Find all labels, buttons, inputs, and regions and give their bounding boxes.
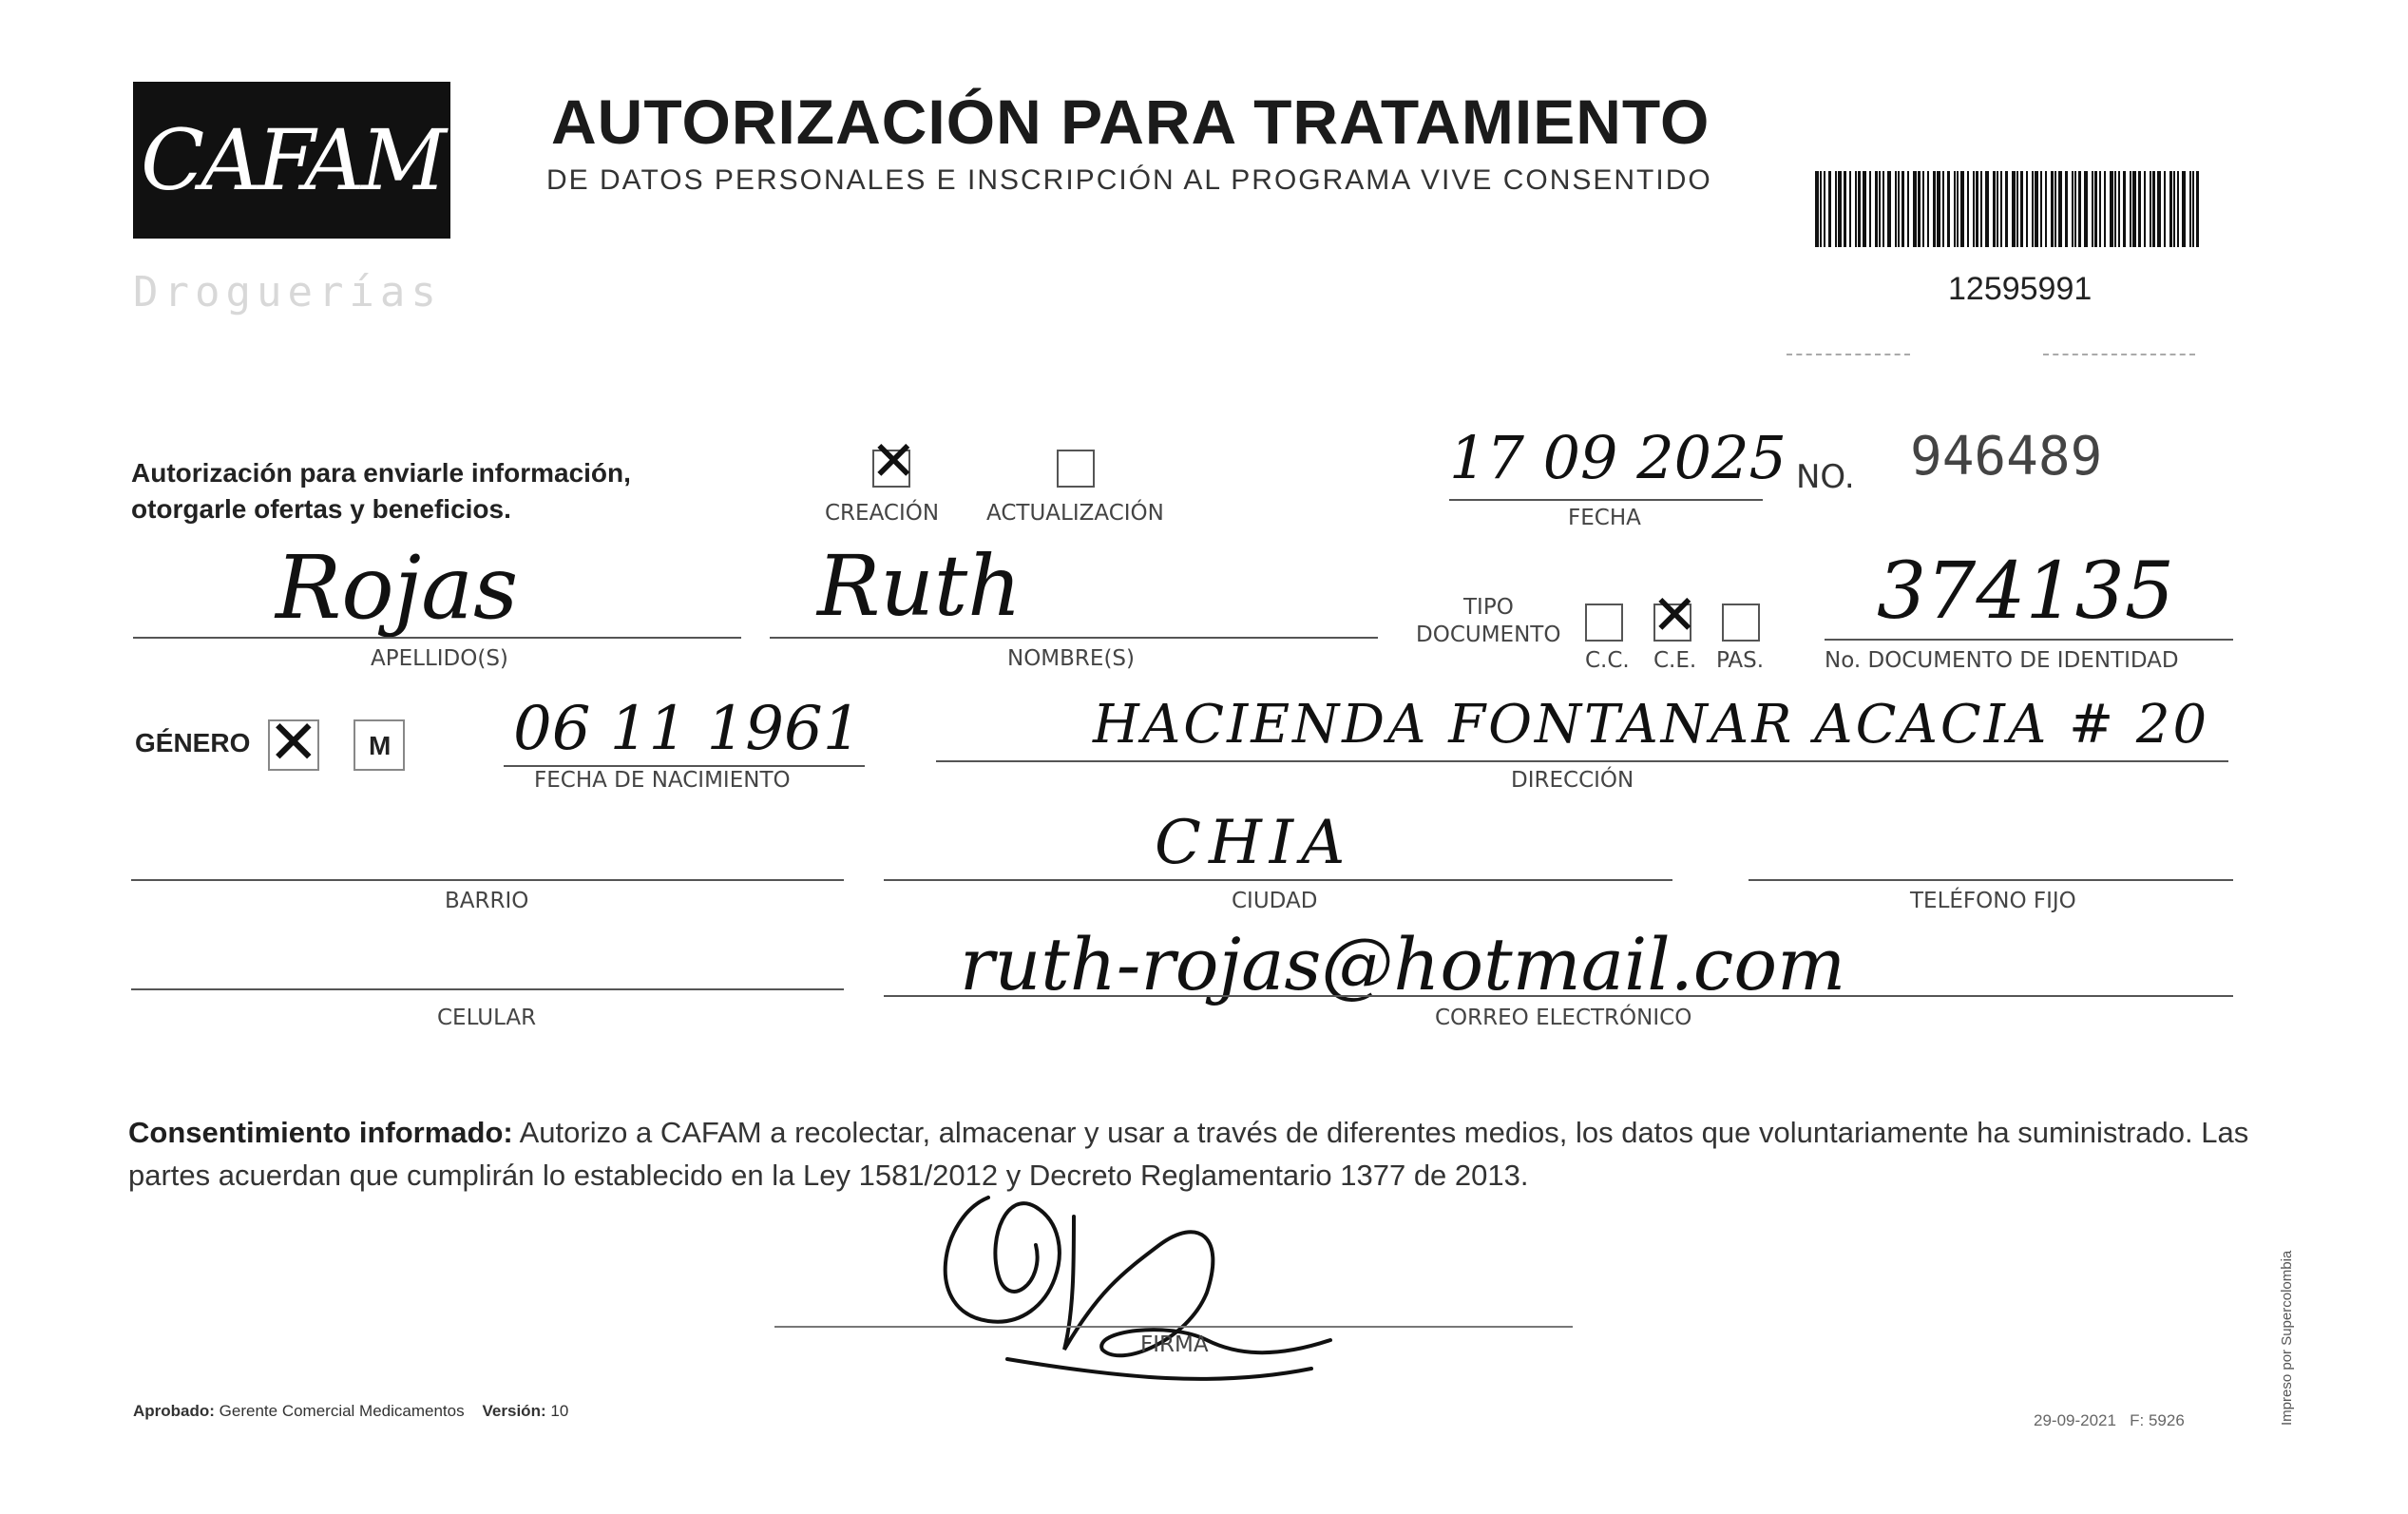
barcode-bar xyxy=(2078,171,2081,247)
barcode-bar xyxy=(1907,171,1909,247)
barcode-bar xyxy=(1927,171,1929,247)
ce-checkbox[interactable] xyxy=(1653,604,1691,642)
barcode-bar xyxy=(1844,171,1846,247)
barcode-bar xyxy=(1954,171,1956,247)
barcode-bar xyxy=(1933,171,1936,247)
barcode-bar xyxy=(2020,171,2023,247)
barrio-line[interactable] xyxy=(131,879,844,881)
barcode-bar xyxy=(2164,171,2166,247)
creacion-checkbox[interactable] xyxy=(872,450,910,488)
barcode-bar xyxy=(2032,171,2034,247)
no-label: NO. xyxy=(1796,458,1855,496)
barcode-bar xyxy=(1993,171,1996,247)
barcode-bar xyxy=(2045,171,2047,247)
genero-f-checkbox[interactable] xyxy=(268,708,319,778)
correo-line[interactable] xyxy=(884,995,2233,997)
cc-label: C.C. xyxy=(1585,648,1630,673)
barcode-bar xyxy=(2104,171,2106,247)
barcode-bar xyxy=(1815,171,1819,247)
barcode-bar xyxy=(1855,171,1857,247)
barcode-bar xyxy=(1973,171,1975,247)
barcode-bar xyxy=(2094,171,2097,247)
fecha-label: FECHA xyxy=(1568,506,1641,530)
barcode-bar xyxy=(1879,171,1881,247)
barcode-bar xyxy=(2110,171,2113,247)
pas-checkbox[interactable] xyxy=(1722,604,1760,642)
divider xyxy=(2043,354,2195,355)
consent-heading: Consentimiento informado: xyxy=(128,1116,513,1149)
barcode-bar xyxy=(2182,171,2186,247)
check-mark-icon: ✕ xyxy=(268,708,319,778)
barcode-bar xyxy=(1960,171,1964,247)
barcode-bar xyxy=(1918,171,1921,247)
consent-text: Autorizo a CAFAM a recolectar, almacenar y usar a través de diferentes medios, los datos que voluntariamente ha suministrado. Las partes acuerdan que cumplirán lo establecido en la Ley 1581/2012 y Decreto Reglamentario 1377 de 2013. xyxy=(128,1116,2249,1192)
barcode-bar xyxy=(1976,171,1978,247)
barcode-bar xyxy=(2092,171,2093,247)
tipo-doc-label-2: DOCUMENTO xyxy=(1416,623,1561,647)
barcode-bar xyxy=(1895,171,1897,247)
creacion-label: CREACIÓN xyxy=(825,501,940,526)
barcode-bar xyxy=(2026,171,2028,247)
barcode-bar xyxy=(2051,171,2054,247)
barcode-bar xyxy=(1985,171,1989,247)
telefono-line[interactable] xyxy=(1749,879,2233,881)
nombre-label: NOMBRE(S) xyxy=(1007,646,1135,671)
logo-text: CAFAM xyxy=(141,111,443,209)
firma-line[interactable] xyxy=(774,1326,1573,1328)
barcode-bar xyxy=(1898,171,1900,247)
firma-label: FIRMA xyxy=(1140,1332,1209,1357)
sublogo-text: Droguerías xyxy=(133,268,442,316)
no-value: 946489 xyxy=(1910,426,2103,488)
direccion-line[interactable] xyxy=(936,760,2228,762)
nombre-line[interactable] xyxy=(770,637,1378,639)
barcode-bar xyxy=(1887,171,1891,247)
barcode-bar xyxy=(2016,171,2018,247)
fecha-line xyxy=(1449,499,1763,501)
handwritten-signature xyxy=(931,1179,1463,1397)
barcode-bar xyxy=(2196,171,2199,247)
barcode-bar xyxy=(2114,171,2116,247)
barcode-bar xyxy=(1858,171,1861,247)
barcode-bar xyxy=(2152,171,2155,247)
celular-line[interactable] xyxy=(131,988,844,990)
cafam-logo xyxy=(133,82,450,239)
barcode-bar xyxy=(2189,171,2191,247)
apellido-line[interactable] xyxy=(133,637,741,639)
code-right: F: 5926 xyxy=(2130,1411,2185,1429)
barcode-bar xyxy=(2118,171,2120,247)
barcode-bar xyxy=(2132,171,2136,247)
divider xyxy=(1787,354,1910,355)
tipo-doc-label-1: TIPO xyxy=(1463,595,1514,620)
barcode-bar xyxy=(2054,171,2056,247)
barcode-bar xyxy=(2012,171,2016,247)
nombre-value: Ruth xyxy=(817,537,1022,635)
barcode-bar xyxy=(1922,171,1924,247)
barcode-bar xyxy=(1957,171,1959,247)
doc-number-line[interactable] xyxy=(1825,639,2233,641)
direccion-label: DIRECCIÓN xyxy=(1511,768,1634,793)
barcode-bar xyxy=(1824,171,1825,247)
barcode-bar xyxy=(2130,171,2131,247)
barcode-bar xyxy=(2144,171,2146,247)
barcode-bar xyxy=(1947,171,1950,247)
nacimiento-line[interactable] xyxy=(504,765,865,767)
vertical-print-text: Impreso por Supercolombia xyxy=(2279,1250,2295,1426)
footer-codes xyxy=(2034,1411,2185,1430)
barrio-label: BARRIO xyxy=(445,889,529,913)
barcode-bar xyxy=(2074,171,2076,247)
barcode-bar xyxy=(2177,171,2179,247)
barcode-bar xyxy=(1835,171,1837,247)
barcode-bar xyxy=(1997,171,1998,247)
barcode-bar xyxy=(1863,171,1866,247)
pas-label: PAS. xyxy=(1716,648,1765,673)
barcode-bar xyxy=(2169,171,2172,247)
ciudad-value: CHIA xyxy=(1155,808,1353,878)
barcode-bar xyxy=(2099,171,2101,247)
apellido-label: APELLIDO(S) xyxy=(371,646,508,671)
barcode-bar xyxy=(1820,171,1822,247)
barcode-bar xyxy=(2173,171,2175,247)
ce-label: C.E. xyxy=(1653,648,1697,673)
cc-checkbox[interactable] xyxy=(1585,604,1623,642)
barcode-bar xyxy=(2192,171,2194,247)
barcode-bar xyxy=(1849,171,1851,247)
barcode-bar xyxy=(1882,171,1884,247)
intro-line-2: otorgarle ofertas y beneficios. xyxy=(131,494,511,524)
nacimiento-value: 06 11 1961 xyxy=(513,694,862,764)
barcode-bar xyxy=(2065,171,2068,247)
barcode-bar xyxy=(1902,171,1904,247)
barcode-bar xyxy=(1838,171,1842,247)
barcode-bar xyxy=(1828,171,1831,247)
doc-number-label: No. DOCUMENTO DE IDENTIDAD xyxy=(1825,648,2179,673)
intro-line-1: Autorización para enviarle información, xyxy=(131,458,631,488)
barcode-bar xyxy=(2150,171,2151,247)
barcode-bar xyxy=(1942,171,1944,247)
barcode-bar xyxy=(2138,171,2141,247)
barcode-bar xyxy=(2035,171,2038,247)
barcode-bar xyxy=(1875,171,1878,247)
fecha-value: 17 09 2025 xyxy=(1449,423,1787,492)
barcode-bar xyxy=(2040,171,2042,247)
aprobado-value: Gerente Comercial Medicamentos xyxy=(219,1402,465,1420)
barcode-bar xyxy=(2072,171,2074,247)
genero-m-checkbox[interactable] xyxy=(354,719,405,771)
doc-number-value: 374135 xyxy=(1877,546,2175,637)
direccion-value: HACIENDA FONTANAR ACACIA # 20 xyxy=(1093,694,2210,756)
correo-value: ruth-rojas@hotmail.com xyxy=(960,922,1846,1006)
footer-aprobado xyxy=(133,1402,568,1421)
barcode-bar xyxy=(1913,171,1917,247)
nacimiento-label: FECHA DE NACIMIENTO xyxy=(534,768,791,793)
barcode-bar xyxy=(2058,171,2062,247)
version-label: Versión: xyxy=(482,1402,546,1420)
document-subtitle: DE DATOS PERSONALES E INSCRIPCIÓN AL PROGRAMA VIVE CONSENTIDO xyxy=(546,164,1712,196)
correo-label: CORREO ELECTRÓNICO xyxy=(1435,1006,1692,1030)
code-left: 29-09-2021 xyxy=(2034,1411,2116,1429)
apellido-value: Rojas xyxy=(276,537,519,639)
ciudad-label: CIUDAD xyxy=(1232,889,1318,913)
version-value: 10 xyxy=(550,1402,569,1420)
aprobado-label: Aprobado: xyxy=(133,1402,215,1420)
barcode-bar xyxy=(2005,171,2008,247)
barcode-bar xyxy=(2000,171,2002,247)
barcode-number: 12595991 xyxy=(1948,271,2093,307)
genero-m-label: M xyxy=(369,731,392,760)
genero-label: GÉNERO xyxy=(135,728,251,757)
actualizacion-label: ACTUALIZACIÓN xyxy=(986,501,1164,526)
telefono-label: TELÉFONO FIJO xyxy=(1910,889,2076,913)
document-title: AUTORIZACIÓN PARA TRATAMIENTO xyxy=(551,86,1710,157)
barcode-bar xyxy=(1869,171,1871,247)
barcode-bar xyxy=(1937,171,1940,247)
barcode-bar xyxy=(1967,171,1969,247)
barcode-bar xyxy=(2084,171,2088,247)
barcode-bar xyxy=(1980,171,1982,247)
actualizacion-checkbox[interactable] xyxy=(1057,450,1095,488)
barcode-bar xyxy=(2157,171,2161,247)
barcode-graphic xyxy=(1815,171,2205,247)
celular-label: CELULAR xyxy=(437,1006,537,1030)
barcode-bar xyxy=(2123,171,2126,247)
ciudad-line[interactable] xyxy=(884,879,1672,881)
